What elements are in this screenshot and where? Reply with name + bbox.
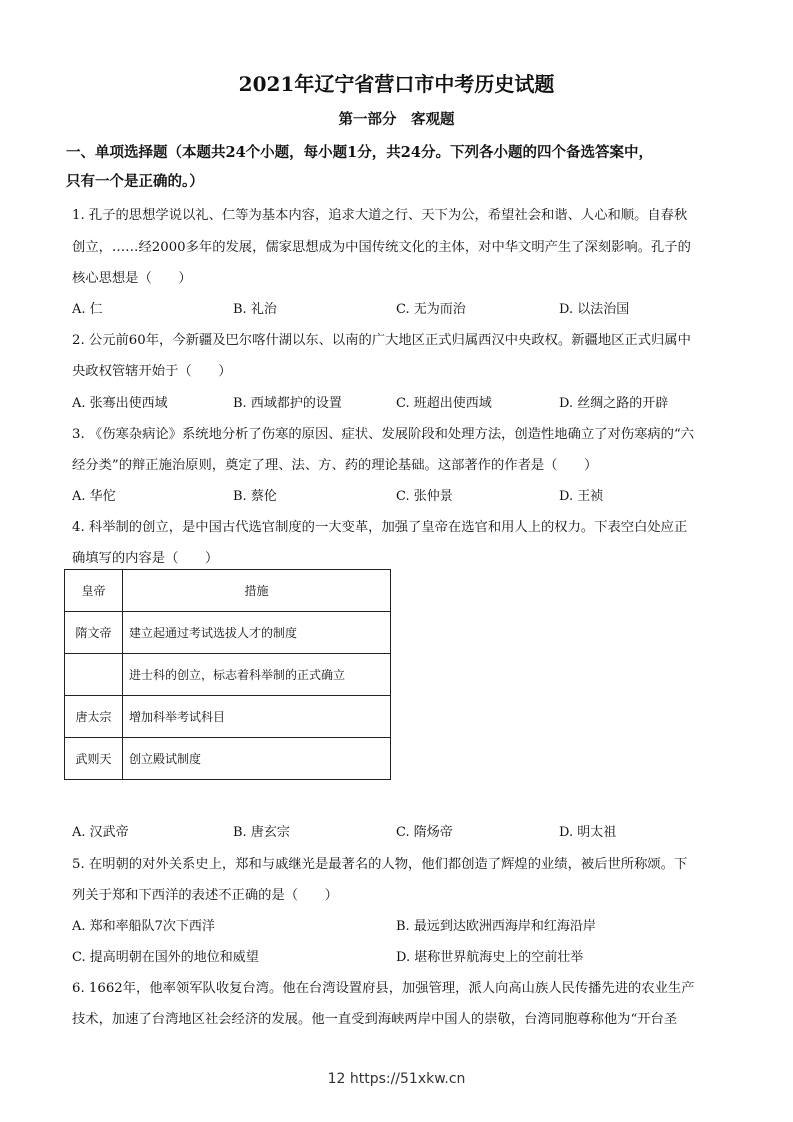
q4-stem-line-1: 4. 科举制的创立，是中国古代选官制度的一大变革，加强了皇帝在选官和用人上的权力。下表空白处应正 <box>72 520 688 535</box>
table-cell-emperor-blank <box>65 654 123 696</box>
q2-option-d: D. 丝绸之路的开辟 <box>559 396 669 411</box>
table-cell-measure: 进士科的创立，标志着科举制的正式确立 <box>123 654 391 696</box>
exam-title: 2021年辽宁省营口市中考历史试题 <box>238 72 555 96</box>
q1-option-c: C. 无为而治 <box>396 302 466 317</box>
q4-option-d: D. 明太祖 <box>559 825 617 840</box>
table-row <box>65 738 391 780</box>
q1-stem-line-3: 核心思想是（ ） <box>72 271 192 286</box>
section-heading-line-1: 一、单项选择题（本题共24个小题，每小题1分，共24分。下列各小题的四个备选答案中， <box>66 144 653 161</box>
q5-option-b: B. 最远到达欧洲西海岸和红海沿岸 <box>396 919 596 934</box>
q3-option-a: A. 华佗 <box>72 489 116 504</box>
table-row <box>65 612 391 654</box>
q3-option-b: B. 蔡伦 <box>233 489 277 504</box>
q1-option-b: B. 礼治 <box>233 302 277 317</box>
q5-stem-line-2: 列关于郑和下西洋的表述不正确的是（ ） <box>72 888 338 903</box>
q2-stem-line-1: 2. 公元前60年，今新疆及巴尔喀什湖以东、以南的广大地区正式归属西汉中央政权。新疆地区正式归属中 <box>72 333 691 348</box>
table-row <box>65 696 391 738</box>
q5-option-c: C. 提高明朝在国外的地位和威望 <box>72 950 259 965</box>
table-row <box>65 654 391 696</box>
q4-option-c: C. 隋炀帝 <box>396 825 453 840</box>
q5-stem-line-1: 5. 在明朝的对外关系史上，郑和与戚继光是最著名的人物，他们都创造了辉煌的业绩，被后世所称颂。下 <box>72 857 688 872</box>
table-header-emperor: 皇帝 <box>65 570 123 612</box>
q2-option-a: A. 张骞出使西域 <box>72 396 168 411</box>
q2-option-b: B. 西域都护的设置 <box>233 396 342 411</box>
q1-stem-line-1: 1. 孔子的思想学说以礼、仁等为基本内容，追求大道之行、天下为公，希望社会和谐、人心和顺。自春秋 <box>72 208 688 223</box>
q5-option-a: A. 郑和率船队7次下西洋 <box>72 919 215 934</box>
table-header-measures: 措施 <box>123 570 391 612</box>
q6-stem-line-2: 技术，加速了台湾地区社会经济的发展。他一直受到海峡两岸中国人的崇敬，台湾同胞尊称他为“开台圣 <box>72 1012 678 1027</box>
table-cell-emperor: 隋文帝 <box>65 612 123 654</box>
q2-option-c: C. 班超出使西域 <box>396 396 492 411</box>
q2-stem-line-2: 央政权管辖开始于（ ） <box>72 364 232 379</box>
q3-option-c: C. 张仲景 <box>396 489 453 504</box>
section-heading-line-2: 只有一个是正确的。） <box>66 173 204 190</box>
q1-stem-line-2: 创立，……经2000多年的发展，儒家思想成为中国传统文化的主体，对中华文明产生了深刻影响。孔子的 <box>72 240 691 255</box>
q1-option-d: D. 以法治国 <box>559 302 630 317</box>
q3-option-d: D. 王祯 <box>559 489 604 504</box>
part-heading: 第一部分 客观题 <box>338 111 455 128</box>
measures-table <box>64 569 391 780</box>
q5-option-d: D. 堪称世界航海史上的空前壮举 <box>396 950 584 965</box>
table-header-row <box>65 570 391 612</box>
q4-option-b: B. 唐玄宗 <box>233 825 290 840</box>
table-cell-measure: 创立殿试制度 <box>123 738 391 780</box>
q3-stem-line-2: 经分类”的辩正施治原则，奠定了理、法、方、药的理论基础。这部著作的作者是（ ） <box>72 458 598 473</box>
table-cell-measure: 增加科举考试科目 <box>123 696 391 738</box>
table-cell-emperor: 唐太宗 <box>65 696 123 738</box>
q3-stem-line-1: 3. 《伤寒杂病论》系统地分析了伤寒的原因、症状、发展阶段和处理方法，创造性地确立了对伤寒病的“六 <box>72 427 695 442</box>
page-footer: 12 https://51xkw.cn <box>327 1071 466 1087</box>
q6-stem-line-1: 6. 1662年，他率领军队收复台湾。他在台湾设置府县，加强管理，派人向高山族人民传播先进的农业生产 <box>72 981 695 996</box>
table-cell-measure: 建立起通过考试选拔人才的制度 <box>123 612 391 654</box>
q4-stem-line-2: 确填写的内容是（ ） <box>72 551 219 566</box>
q1-option-a: A. 仁 <box>72 302 103 317</box>
table-cell-emperor: 武则天 <box>65 738 123 780</box>
q4-option-a: A. 汉武帝 <box>72 825 129 840</box>
